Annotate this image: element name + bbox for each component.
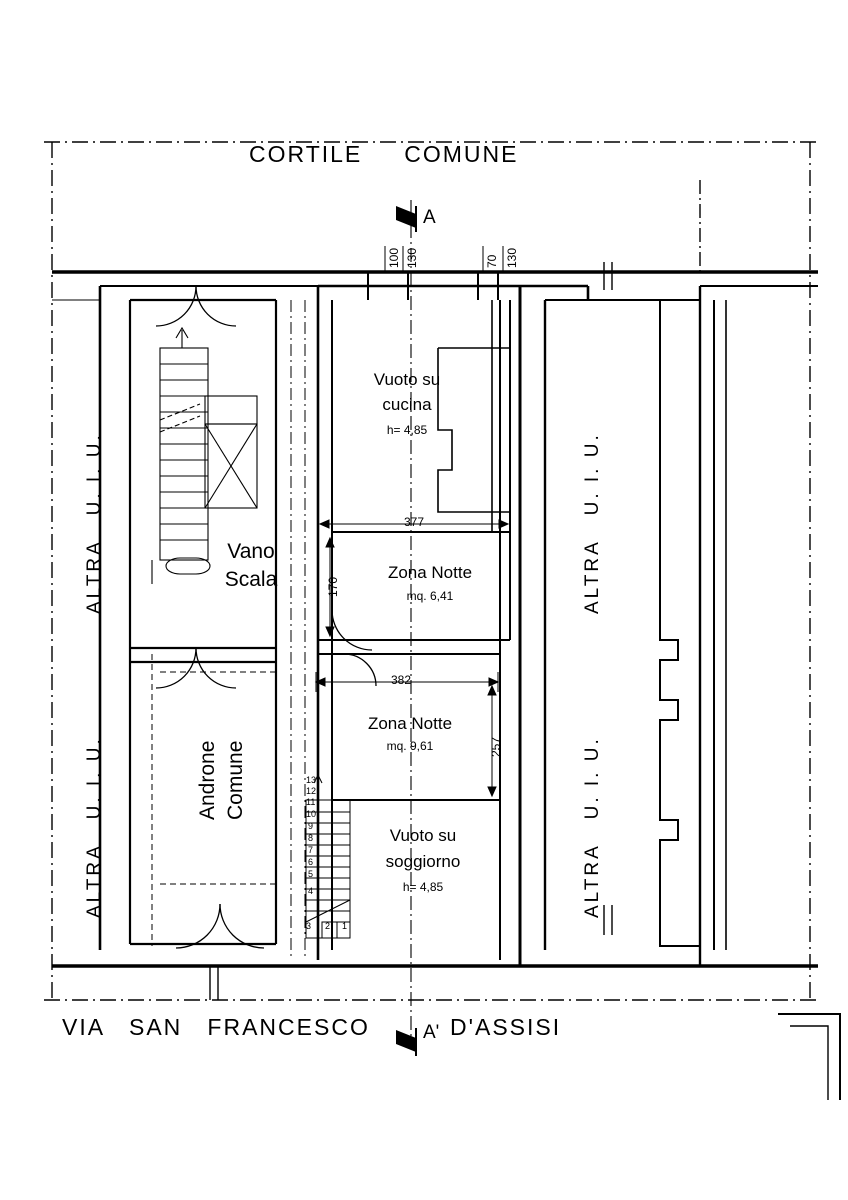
dim-130-a: 130 [405, 247, 419, 268]
section-label-a-prime: A' [423, 1022, 440, 1043]
label-altra-uiu-right-upper: ALTRA U. I. U. [582, 432, 603, 614]
room-vuoto-soggiorno-line1: Vuoto su [389, 826, 457, 845]
dim-100: 100 [387, 247, 401, 268]
title-cortile-comune: CORTILE COMUNE [249, 141, 519, 167]
step-number-3: 3 [306, 921, 312, 931]
step-number-12: 12 [306, 786, 317, 796]
dim-70: 70 [485, 254, 499, 268]
step-number-5: 5 [308, 869, 314, 879]
wall-outlines [52, 180, 840, 1100]
label-altra-uiu-right-lower: ALTRA U. I. U. [582, 736, 603, 918]
step-number-8: 8 [308, 833, 314, 843]
step-number-4: 4 [308, 886, 314, 896]
label-altra-uiu-left-lower: ALTRA U. I. U. [84, 736, 105, 918]
step-number-10: 10 [306, 809, 317, 819]
dim-382: 382 [391, 673, 412, 687]
room-androne-comune-line2: Comune [224, 740, 247, 820]
title-dassisi: D'ASSISI [450, 1014, 562, 1040]
label-altra-uiu-left-upper: ALTRA U. I. U. [84, 432, 105, 614]
room-vuoto-soggiorno-height: h= 4,85 [402, 880, 444, 894]
step-number-6: 6 [308, 857, 314, 867]
section-arrow-a-prime [396, 1028, 416, 1056]
secondary-axes [291, 300, 305, 960]
room-vano-scala-line2: Scala [224, 568, 278, 591]
section-arrow-a [396, 206, 416, 232]
section-label-a: A [423, 207, 436, 228]
step-number-9: 9 [308, 821, 314, 831]
step-number-7: 7 [308, 845, 314, 855]
room-vuoto-soggiorno-line2: soggiorno [385, 852, 461, 871]
dim-377: 377 [404, 515, 425, 529]
room-zona-notte-1-area: mq. 6,41 [406, 589, 454, 603]
step-number-2: 2 [325, 921, 331, 931]
dim-170: 170 [326, 576, 340, 597]
step-number-13: 13 [306, 775, 317, 785]
room-vuoto-cucina-line1: Vuoto su [373, 370, 441, 389]
dim-257: 257 [489, 736, 503, 757]
room-vuoto-cucina-height: h= 4,85 [386, 423, 428, 437]
step-number-1: 1 [342, 921, 348, 931]
step-number-11: 11 [306, 797, 316, 807]
room-zona-notte-1-name: Zona Notte [387, 563, 473, 582]
room-zona-notte-2-area: mq. 9,61 [386, 739, 434, 753]
room-androne-comune-line1: Androne [196, 740, 219, 820]
title-via-san-francesco: VIA SAN FRANCESCO [62, 1014, 370, 1040]
room-vano-scala-line1: Vano [227, 540, 275, 563]
dim-130-b: 130 [505, 247, 519, 268]
room-zona-notte-2-name: Zona Notte [367, 714, 453, 733]
room-vuoto-cucina-line2: cucina [382, 395, 432, 414]
